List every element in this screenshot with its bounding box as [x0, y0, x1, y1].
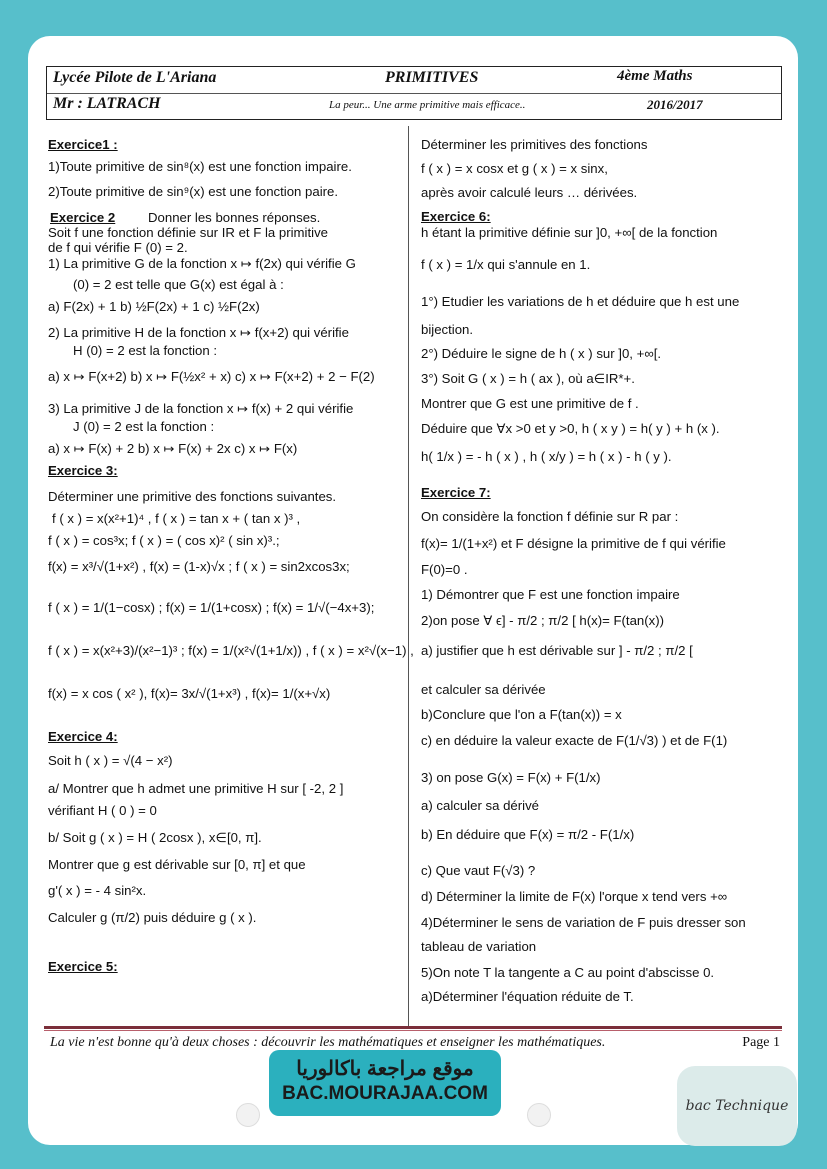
school-name: Lycée Pilote de L'Ariana [53, 69, 217, 86]
left-text-line: Montrer que g est dérivable sur [0, π] et que [48, 857, 306, 872]
header-box [46, 66, 782, 120]
school-year: 2016/2017 [647, 97, 703, 112]
footer-rule-thin [44, 1030, 782, 1031]
site-banner[interactable] [269, 1050, 501, 1116]
right-exercise-heading: Exercice 7: [421, 485, 491, 500]
left-text-line: (0) = 2 est telle que G(x) est égal à : [73, 277, 284, 292]
left-text-line: 1)Toute primitive de sin⁸(x) est une fonction impaire. [48, 159, 352, 174]
left-exercise-heading: Exercice1 : [48, 137, 118, 152]
right-text-line: Montrer que G est une primitive de f . [421, 396, 639, 411]
left-text-line: a) x ↦ F(x+2) b) x ↦ F(½x² + x) c) x ↦ F(x+2) + 2 − F(2) [48, 369, 375, 384]
right-text-line: 1) Démontrer que F est une fonction impaire [421, 587, 680, 602]
left-text-line: a) F(2x) + 1 b) ½F(2x) + 1 c) ½F(2x) [48, 299, 260, 314]
right-text-line: h( 1/x ) = - h ( x ) , h ( x/y ) = h ( x ) - h ( y ). [421, 449, 672, 464]
right-text-line: tableau de variation [421, 939, 537, 954]
left-text-line: J (0) = 2 est la fonction : [73, 419, 215, 434]
right-text-line: Déduire que ∀x >0 et y >0, h ( x y ) = h( y ) + h (x ). [421, 421, 720, 436]
left-text-line: f ( x ) = cos³x; f ( x ) = ( cos x)² ( sin x)³.; [48, 533, 280, 548]
column-separator [408, 126, 409, 1026]
right-text-line: 2)on pose ∀ ϵ] - π/2 ; π/2 [ h(x)= F(tan(x)) [421, 613, 665, 628]
left-text-line: H (0) = 2 est la fonction : [73, 343, 218, 358]
motto: La peur... Une arme primitive mais efficace.. [329, 99, 526, 111]
right-text-line: On considère la fonction f définie sur R par : [421, 509, 679, 524]
left-text-line: 2) La primitive H de la fonction x ↦ f(x+2) qui vérifie [48, 325, 349, 340]
left-exercise-heading: Exercice 3: [48, 463, 118, 478]
class-level: 4ème Maths [617, 68, 693, 84]
left-text-line: a/ Montrer que h admet une primitive H sur [ -2, 2 ] [48, 781, 344, 796]
right-text-line: après avoir calculé leurs … dérivées. [421, 185, 638, 200]
right-text-line: f(x)= 1/(1+x²) et F désigne la primitive de f qui vérifie [421, 536, 726, 551]
left-text-line: vérifiant H ( 0 ) = 0 [48, 803, 157, 818]
right-text-line: 4)Déterminer le sens de variation de F puis dresser son [421, 915, 746, 930]
right-text-line: b) En déduire que F(x) = π/2 - F(1/x) [421, 827, 635, 842]
left-text-line: Donner les bonnes réponses. [148, 210, 321, 225]
right-text-line: et calculer sa dérivée [421, 682, 546, 697]
site-logo-icon [236, 1103, 260, 1127]
left-exercise-heading: Exercice 2 [50, 210, 116, 225]
right-text-line: Déterminer les primitives des fonctions [421, 137, 648, 152]
footer-quote: La vie n'est bonne qu'à deux choses : découvrir les mathématiques et enseigner les mathématiques. [50, 1035, 606, 1050]
left-text-line: 3) La primitive J de la fonction x ↦ f(x) + 2 qui vérifie [48, 401, 354, 416]
left-text-line: g'( x ) = - 4 sin²x. [48, 883, 147, 898]
right-text-line: d) Déterminer la limite de F(x) l'orque x tend vers +∞ [421, 889, 728, 904]
right-text-line: bijection. [421, 322, 474, 337]
left-exercise-heading: Exercice 4: [48, 729, 118, 744]
right-text-line: a) justifier que h est dérivable sur ] - π/2 ; π/2 [ [421, 643, 693, 658]
right-text-line: a)Déterminer l'équation réduite de T. [421, 989, 634, 1004]
footer-rule [44, 1026, 782, 1029]
right-text-line: 3°) Soit G ( x ) = h ( ax ), où a∈IR*+. [421, 371, 635, 386]
left-text-line: f(x) = x³/√(1+x²) , f(x) = (1-x)√x ; f ( x ) = sin2xcos3x; [48, 559, 350, 574]
right-text-line: c) en déduire la valeur exacte de F(1/√3) ) et de F(1) [421, 733, 728, 748]
banner-arabic-title: موقع مراجعة باكالوريا [296, 1058, 474, 1080]
left-text-line: f ( x ) = x(x²+3)/(x²−1)³ ; f(x) = 1/(x²√(1+1/x)) , f ( x ) = x²√(x−1) , [48, 643, 414, 658]
left-text-line: 1) La primitive G de la fonction x ↦ f(2x) qui vérifie G [48, 256, 356, 271]
document-title: PRIMITIVES [385, 69, 479, 86]
left-text-line: Soit h ( x ) = √(4 − x²) [48, 753, 173, 768]
left-text-line: Calculer g (π/2) puis déduire g ( x ). [48, 910, 257, 925]
right-text-line: h étant la primitive définie sur ]0, +∞[ de la fonction [421, 225, 718, 240]
left-text-line: de f qui vérifie F (0) = 2. [48, 240, 188, 255]
right-text-line: c) Que vaut F(√3) ? [421, 863, 536, 878]
left-text-line: b/ Soit g ( x ) = H ( 2cosx ), x∈[0, π]. [48, 830, 262, 845]
right-text-line: f ( x ) = x cosx et g ( x ) = x sinx, [421, 161, 608, 176]
page-number: Page 1 [742, 1035, 780, 1050]
document-sheet [28, 36, 798, 1145]
right-text-line: f ( x ) = 1/x qui s'annule en 1. [421, 257, 591, 272]
right-exercise-heading: Exercice 6: [421, 209, 491, 224]
right-text-line: a) calculer sa dérivé [421, 798, 540, 813]
left-text-line: Soit f une fonction définie sur IR et F la primitive [48, 225, 328, 240]
right-text-line: 3) on pose G(x) = F(x) + F(1/x) [421, 770, 601, 785]
left-exercise-heading: Exercice 5: [48, 959, 118, 974]
site-logo-icon-right [527, 1103, 551, 1127]
right-text-line: 1°) Etudier les variations de h et déduire que h est une [421, 294, 740, 309]
right-text-line: b)Conclure que l'on a F(tan(x)) = x [421, 707, 622, 722]
right-text-line: 2°) Déduire le signe de h ( x ) sur ]0, +∞[. [421, 346, 662, 361]
left-text-line: 2)Toute primitive de sin⁹(x) est une fonction paire. [48, 184, 339, 199]
header-divider [47, 93, 781, 94]
banner-site-url[interactable]: BAC.MOURAJAA.COM [282, 1083, 488, 1104]
left-text-line: f ( x ) = x(x²+1)⁴ , f ( x ) = tan x + ( tan x )³ , [52, 511, 301, 526]
right-text-line: 5)On note T la tangente a C au point d'abscisse 0. [421, 965, 715, 980]
right-text-line: F(0)=0 . [421, 562, 468, 577]
left-text-line: f(x) = x cos ( x² ), f(x)= 3x/√(1+x³) , f(x)= 1/(x+√x) [48, 686, 331, 701]
left-text-line: a) x ↦ F(x) + 2 b) x ↦ F(x) + 2x c) x ↦ F(x) [48, 441, 298, 456]
bac-technique-badge: bac Technique [677, 1066, 797, 1146]
left-text-line: f ( x ) = 1/(1−cosx) ; f(x) = 1/(1+cosx) ; f(x) = 1/√(−4x+3); [48, 600, 375, 615]
teacher-name: Mr : LATRACH [53, 95, 161, 112]
left-text-line: Déterminer une primitive des fonctions suivantes. [48, 489, 337, 504]
